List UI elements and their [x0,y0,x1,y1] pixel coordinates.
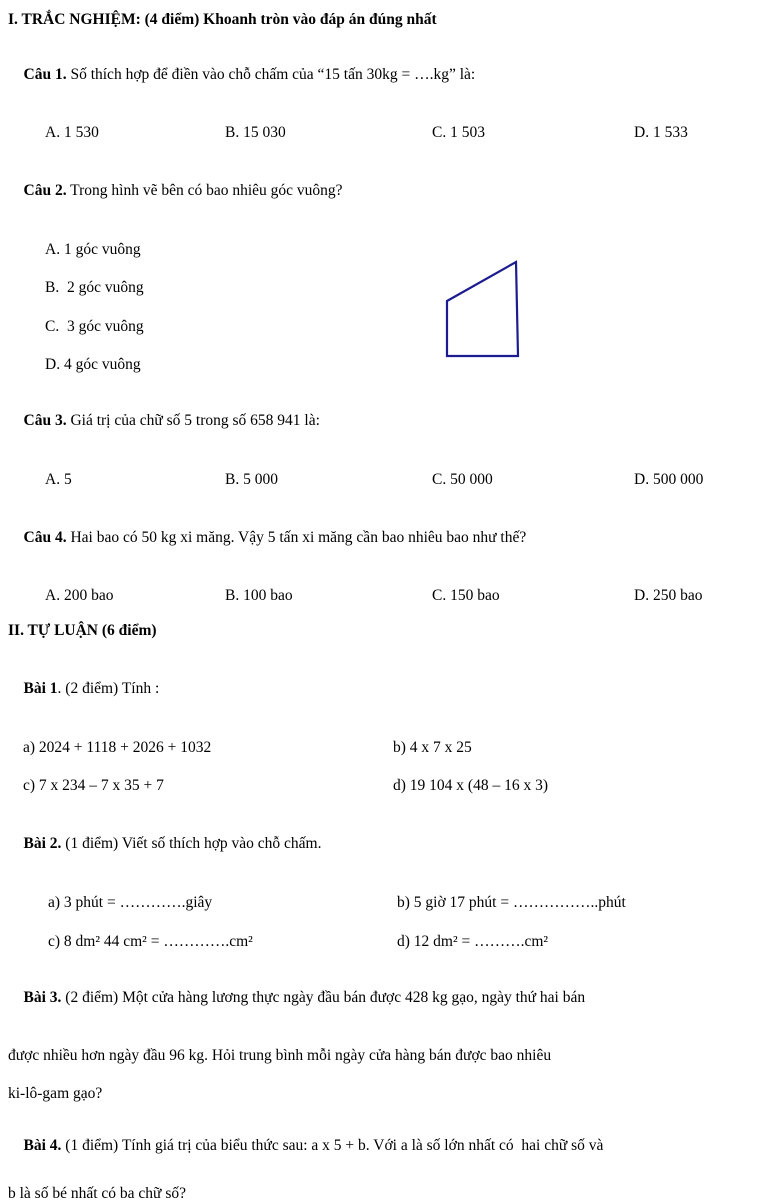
question-cau2 [8,161,759,221]
bai1-item-c: c) 7 x 234 – 7 x 35 + 7 [23,777,164,794]
cau3-options [8,470,759,490]
bai3-line1: (2 điểm) Một cửa hàng lương thực ngày đầu bán được 428 kg gạo, ngày thứ hai bán [61,989,586,1006]
bai2-intro: (1 điểm) Viết số thích hợp vào chỗ chấm. [61,835,322,852]
cau2-option-d: D. 4 góc vuông [45,356,141,373]
cau2-option-c: C. 3 góc vuông [45,318,144,335]
cau3-option-d: D. 500 000 [634,471,704,488]
cau3-option-a: A. 5 [45,471,72,488]
bai2-item-b: b) 5 giờ 17 phút = ……………..phút [397,894,626,911]
cau1-text: Số thích hợp để điền vào chỗ chấm của “15 tấn 30kg = ….kg” là: [66,66,476,83]
bai1-label: Bài 1 [23,680,58,697]
question-cau1 [8,45,759,105]
bai4-label: Bài 4. [23,1137,62,1154]
bai2-label: Bài 2. [23,835,62,852]
cau2-option-b: B. 2 góc vuông [45,279,144,296]
bai3-line2: được nhiều hơn ngày đầu 96 kg. Hỏi trung bình mỗi ngày cửa hàng bán được bao nhiêu [8,1047,552,1064]
cau2-options [8,240,759,375]
cau4-option-c: C. 150 bao [432,587,500,604]
exercise-bai3 [8,968,759,1028]
cau4-option-b: B. 100 bao [225,587,293,604]
bai1-item-d: d) 19 104 x (48 – 16 x 3) [393,777,548,794]
cau2-label: Câu 2. [23,182,67,199]
section-i-heading: I. TRẮC NGHIỆM: (4 điểm) Khoanh tròn vào đáp án đúng nhất [8,11,437,28]
cau4-option-d: D. 250 bao [634,587,703,604]
bai2-item-c: c) 8 dm² 44 cm² = ………….cm² [48,933,253,950]
bai3-label: Bài 3. [23,989,62,1006]
bai2-item-a: a) 3 phút = ………….giây [48,894,213,911]
cau3-option-c: C. 50 000 [432,471,493,488]
cau4-options [8,586,759,606]
cau3-label: Câu 3. [23,412,67,429]
cau4-option-a: A. 200 bao [45,587,114,604]
bai1-row2 [8,776,759,796]
cau4-label: Câu 4. [23,529,67,546]
cau1-option-a: A. 1 530 [45,124,99,141]
bai1-row1 [8,738,759,758]
cau2-text: Trong hình vẽ bên có bao nhiêu góc vuông? [66,182,343,199]
exercise-bai2 [8,814,759,874]
question-cau3 [8,391,759,451]
cau1-option-c: C. 1 503 [432,124,485,141]
bai2-item-d: d) 12 dm² = ……….cm² [397,933,549,950]
cau3-option-b: B. 5 000 [225,471,278,488]
cau4-text: Hai bao có 50 kg xi măng. Vậy 5 tấn xi măng cần bao nhiêu bao như thế? [66,529,527,546]
bai2-row1 [8,893,759,913]
cau1-option-d: D. 1 533 [634,124,688,141]
section-ii-heading: II. TỰ LUẬN (6 điểm) [8,622,157,639]
bai1-item-b: b) 4 x 7 x 25 [393,739,472,756]
cau1-options [8,123,759,143]
question-cau4 [8,508,759,568]
bai1-item-a: a) 2024 + 1118 + 2026 + 1032 [23,739,212,756]
quadrilateral-figure [445,260,521,358]
bai4-line2: b là số bé nhất có ba chữ số? [8,1185,186,1202]
exercise-bai4 [8,1116,759,1176]
cau2-option-a: A. 1 góc vuông [45,241,141,258]
cau1-option-b: B. 15 030 [225,124,286,141]
worksheet-page [0,10,769,1202]
bai3-line3: ki-lô-gam gạo? [8,1085,103,1102]
exercise-bai1 [8,659,759,719]
cau3-text: Giá trị của chữ số 5 trong số 658 941 là: [66,412,320,429]
bai1-intro: . (2 điểm) Tính : [57,680,160,697]
bai4-line1: (1 điểm) Tính giá trị của biểu thức sau: a x 5 + b. Với a là số lớn nhất có hai chữ số và [61,1137,604,1154]
cau1-label: Câu 1. [23,66,67,83]
bai2-row2 [8,932,759,952]
